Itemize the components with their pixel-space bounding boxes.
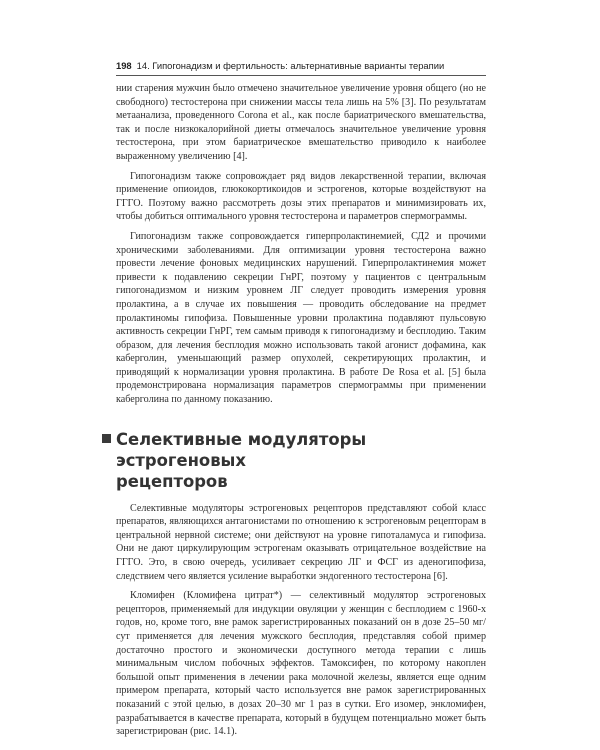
paragraph: Селективные модуляторы эстрогеновых рецепторов представляют собой класс препаратов, являющихся антагонистами по отношению к эстрогеновым рецепторам в центральной нервной системе; они действуют на уровне гипоталамуса и гипофиза. Они не дают циркулирующим эстрогенам оказывать отрицательное воздействие на ГГГО. Это, в свою очередь, усиливает секрецию ЛГ и ФСГ из аденогипофиза, следствием чего является усиление выработки эндогенного тестостерона [6].: [116, 502, 486, 582]
body-top: [116, 82, 486, 407]
running-head: [116, 60, 486, 76]
section-heading-line: рецепторов: [116, 471, 228, 491]
page-number: 198: [116, 60, 132, 71]
paragraph: Гипогонадизм также сопровождает ряд видов лекарственной терапии, включая применение опиоидов, глюкокортикоидов и эстрогенов, которые воздействуют на ГГГО. Поэтому важно рассмотреть дозы этих препаратов и минимизировать их, чтобы добиться оптимального уровня тестостерона и параметров спермограммы.: [116, 170, 486, 223]
paragraph: нии старения мужчин было отмечено значительное увеличение уровня общего (но не свободного) тестостерона при снижении массы тела лишь на 5% [3]. По результатам метаанализа, проведенного Corona et al., как после бариатрического вмешательства, так и после низкокалорийной диеты отмечалось значительное увеличение уровня тестостерона, при этом бариатрическое вмешательство приводило к наиболее выраженному увеличению [4].: [116, 83, 486, 162]
book-page: [116, 60, 486, 739]
paragraph: Гипогонадизм также сопровождается гиперпролактинемией, СД2 и прочими хроническими заболеваниями. Для оптимизации уровня тестостерона важно провести лечение фоновых медицинских нарушений. Гиперпролактинемия может привести к подавлению секреции ГнРГ, поэтому у пациентов с центральным гипогонадизмом и низким уровнем ЛГ следует проводить измерения уровня пролактина, а в случае их повышения — проводить обследование на предмет пролактиномы гипофиза. Повышенные уровни пролактина подавляют пульсовую активность секреции ГнРГ, тем самым приводя к гипогонадизму и бесплодию. Таким образом, для лечения бесплодия можно использовать такой агонист дофамина, как каберголин, уменьшающий размер опухолей, секретирующих пролактин, и приводящий к нормализации уровня пролактина. В работе De Rosa et al. [5] была продемонстрирована нормализация параметров спермограммы при применении каберголина по данному показанию.: [116, 230, 486, 406]
section-heading: [116, 429, 486, 492]
body-bottom: [116, 502, 486, 739]
square-bullet-icon: [102, 434, 111, 443]
section-heading-line: Селективные модуляторы эстрогеновых: [116, 429, 367, 470]
chapter-title: 14. Гипогонадизм и фертильность: альтернативные варианты терапии: [136, 60, 445, 71]
paragraph: Кломифен (Кломифена цитрат*) — селективный модулятор эстрогеновых рецепторов, применяемый для индукции овуляции у женщин с бесплодием с 1960-х годов, но, кроме того, вне рамок зарегистрированных показаний он в дозе 25–50 мг/сут применяется для лечения мужского бесплодия, представляя собой пример достаточно простого и экономически доступного метода терапии с лишь минимальным числом побочных эффектов. Тамоксифен, по которому накоплен большой опыт применения в лечении рака молочной железы, является еще одним примером препарата, который часто используется вне рамок зарегистрированных показаний с этой целью, в дозах 20–30 мг 1 раз в сутки. Его изомер, энкломифен, разрабатывается в качестве препарата, который в будущем потенциально может быть зарегистрирован (рис. 14.1).: [116, 590, 486, 738]
